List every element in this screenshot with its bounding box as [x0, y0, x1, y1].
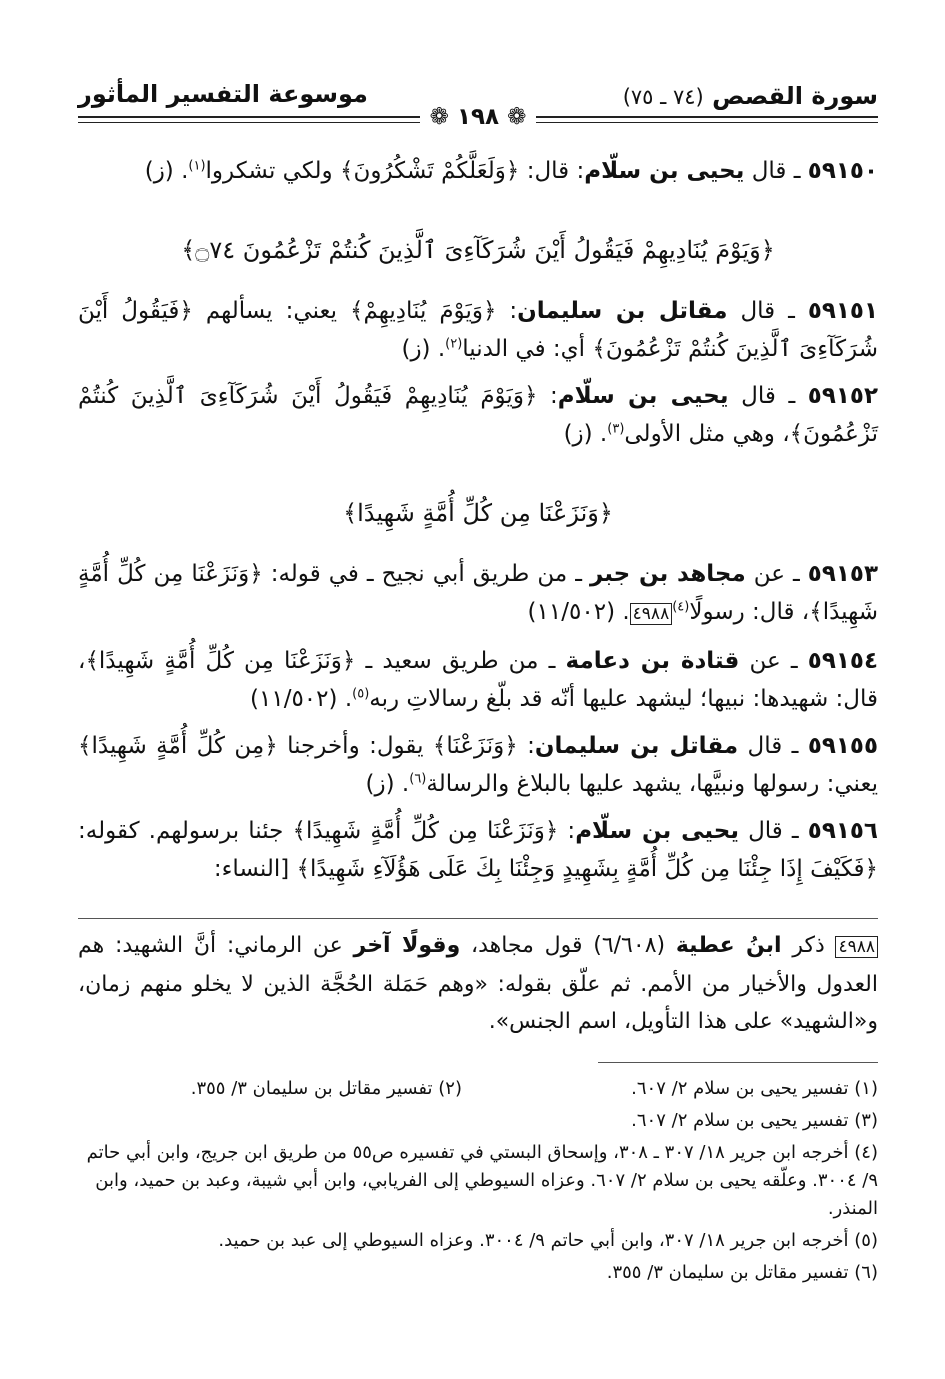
footnote-ref[interactable]: (٢): [445, 336, 463, 352]
entry-text: ، قال: شهيدها: نبيها؛ ليشهد عليها أنّه قد بلّغ رسالاتِ ربه: [78, 648, 878, 712]
entry-text: يقول: وأخرجنا: [277, 733, 433, 759]
commentary-separator: [78, 918, 878, 919]
entry-number: ٥٩١٥٣: [807, 561, 878, 587]
narrator-name: مجاهد بن جبر: [589, 561, 746, 587]
entry-text: يعني: رسولها ونبيَّها، يشهد عليها بالبلاغ والرسالة: [426, 771, 878, 797]
entry-number: ٥٩١٥٥: [807, 733, 879, 759]
quran-quote: ﴿وَنَزَعْنَا مِن كُلِّ أُمَّةٍ شَهِيدًا﴾: [78, 561, 878, 625]
note-bold: ابنُ عطية: [675, 933, 782, 958]
entry-text: يعني: يسألهم: [192, 298, 350, 324]
entry-text: أي: في الدنيا: [462, 336, 593, 362]
entry-59154: [78, 642, 878, 718]
footnote-6: (٦) تفسير مقاتل بن سليمان ٣/ ٣٥٥.: [606, 1262, 878, 1283]
entry-text: . (ز): [144, 158, 189, 184]
footnote-ref[interactable]: (٥): [352, 686, 370, 702]
entry-text: :: [496, 298, 518, 324]
footnote-row: [78, 1075, 878, 1107]
page-body: [78, 152, 878, 1291]
entry-text: . (١١/٥٠٢): [527, 599, 630, 625]
ayah-range: (٧٤ ـ ٧٥): [622, 85, 704, 109]
narrator-name: يحيى بن سلّام: [584, 158, 745, 184]
entry-59151: [78, 292, 878, 368]
narrator-name: قتادة بن دعامة: [565, 648, 740, 674]
entry-text: : قال:: [519, 158, 585, 184]
page-header: [78, 70, 878, 130]
entry-text: . (ز): [563, 421, 608, 447]
verse-heading-75: ﴿وَنَزَعْنَا مِن كُلِّ أُمَّةٍ شَهِيدًا﴾: [343, 499, 613, 527]
note-bold: وقولًا آخر: [353, 933, 461, 958]
narrator-name: يحيى بن سلّام: [557, 383, 729, 409]
narrator-name: يحيى بن سلّام: [575, 818, 739, 844]
entry-text: :: [537, 383, 558, 409]
entry-text: ـ من طريق سعيد ـ: [355, 648, 566, 674]
footnote-2: (٢) تفسير مقاتل بن سليمان ٣/ ٣٥٥.: [190, 1078, 462, 1099]
entry-number: ٥٩١٥١: [807, 298, 879, 324]
commentary-note-box: ٤٩٨٨: [835, 936, 878, 958]
page-number-value: ١٩٨: [456, 104, 500, 130]
entry-number: ٥٩١٥٤: [807, 648, 878, 674]
entry-text: ـ من طريق أبي نجيح ـ في قوله:: [262, 561, 590, 587]
page: [78, 70, 879, 1283]
entry-59155: [78, 727, 878, 803]
footnote-ref[interactable]: (٦): [409, 771, 427, 787]
quran-quote: ﴿وَنَزَعْنَا﴾: [432, 733, 518, 759]
surah-name: سورة القصص: [712, 82, 878, 110]
entry-text: ـ قال: [738, 733, 808, 759]
quran-quote: ﴿وَنَزَعْنَا مِن كُلِّ أُمَّةٍ شَهِيدًا﴾: [292, 818, 559, 844]
quran-quote: ﴿وَيَوْمَ يُنَادِيهِمْ﴾: [349, 298, 497, 324]
entry-59152: [78, 377, 878, 453]
footnote-1: (١) تفسير يحيى بن سلام ٢/ ٦٠٧.: [631, 1078, 878, 1099]
entry-text: ـ قال: [744, 158, 808, 184]
footnote-3: (٣) تفسير يحيى بن سلام ٢/ ٦٠٧.: [631, 1110, 878, 1131]
entry-text: ولكي تشكروا: [205, 158, 340, 184]
quran-quote: ﴿وَيَوْمَ يُنَادِيهِمْ فَيَقُولُ أَيْنَ شُرَكَآءِىَ ٱلَّذِينَ كُنتُمْ تَزْعُمُونَ﴾: [78, 383, 878, 447]
note-text: ذكر: [781, 933, 836, 958]
footnote-5: (٥) أخرجه ابن جرير ١٨/ ٣٠٧، وابن أبي حاتم ٩/ ٣٠٠٤. وعزاه السيوطي إلى عبد بن حميد.: [218, 1230, 878, 1251]
entry-text: . (ز): [365, 771, 410, 797]
entry-text: ـ عن: [745, 561, 808, 587]
commentary-note: [78, 927, 878, 1040]
entry-text: ، قال: رسولًا: [689, 599, 810, 625]
footnotes: [78, 1075, 878, 1287]
footnote-ref[interactable]: (٤): [672, 599, 690, 615]
book-title: موسوعة التفسير المأثور: [78, 80, 368, 108]
footnote-ref[interactable]: (٣): [607, 421, 625, 437]
entry-text: ـ قال: [728, 383, 808, 409]
footnote-4: (٤) أخرجه ابن جرير ١٨/ ٣٠٧ ـ ٣٠٨، وإسحاق البستي في تفسيره ص٥٥ من طريق ابن جريج، وابن أبي حاتم ٩/ ٣٠٠٤. وعلّقه يحيى بن سلام ٢/ ٦٠٧. وعزاه السيوطي إلى الفريابي، وابن أبي شيبة، وعبد بن حميد، وابن المنذر.: [86, 1142, 878, 1219]
entry-text: ـ عن: [739, 648, 808, 674]
narrator-name: مقاتل بن سليمان: [517, 298, 728, 324]
narrator-name: مقاتل بن سليمان: [534, 733, 739, 759]
quran-quote: ﴿فَكَيْفَ إِذَا جِئْنَا مِن كُلِّ أُمَّةٍ بِشَهِيدٍ وَجِئْنَا بِكَ عَلَى هَؤُلَآءِ شَهِيدًا﴾: [296, 856, 878, 882]
entry-text: ـ قال: [727, 298, 808, 324]
entry-text: جئنا برسولهم. كقوله:: [78, 818, 293, 844]
entry-59150: [78, 152, 878, 190]
entry-text: [النساء:: [213, 856, 297, 882]
entry-59153: [78, 555, 878, 633]
entry-text: :: [558, 818, 576, 844]
entry-number: ٥٩١٥٠: [807, 158, 878, 184]
quran-quote: ﴿وَلَعَلَّكُمْ تَشْكُرُونَ﴾: [339, 158, 520, 184]
note-text: عن الرماني: أنَّ الشهيد: هم العدول والأخيار من الأمم. ثم علّق بقوله: «وهم حَمَلة الحُجَّة الذين لا يخلو منهم زمان، و«الشهيد» على هذا التأويل، اسم الجنس».: [78, 933, 878, 1034]
footnote-ref[interactable]: (١): [188, 158, 206, 174]
quran-quote: ﴿مِن كُلِّ أُمَّةٍ شَهِيدًا﴾: [78, 733, 278, 759]
note-text: (٦/٦٠٨) قول مجاهد،: [460, 933, 676, 958]
commentary-ref-box[interactable]: ٤٩٨٨: [630, 603, 673, 625]
entry-number: ٥٩١٥٢: [807, 383, 878, 409]
quran-quote: ﴿فَيَقُولُ أَيْنَ شُرَكَآءِىَ ٱلَّذِينَ كُنتُمْ تَزْعُمُونَ﴾: [78, 298, 878, 362]
entry-text: . (١١/٥٠٢): [250, 686, 353, 712]
footnote-separator: [598, 1062, 878, 1063]
entry-text: ، وهي مثل الأولى: [624, 421, 790, 447]
verse-heading-74: ﴿وَيَوْمَ يُنَادِيهِمْ فَيَقُولُ أَيْنَ شُرَكَآءِىَ ٱلَّذِينَ كُنتُمْ تَزْعُمُونَ ۝٧٤﴾: [181, 236, 775, 264]
entry-59156: [78, 812, 878, 888]
entry-number: ٥٩١٥٦: [807, 818, 878, 844]
entry-text: :: [517, 733, 535, 759]
entry-text: . (ز): [401, 336, 446, 362]
page-number: ❁ ١٩٨ ❁: [78, 104, 878, 130]
quran-quote: ﴿وَنَزَعْنَا مِن كُلِّ أُمَّةٍ شَهِيدًا﴾: [85, 648, 356, 674]
entry-text: ـ قال: [738, 818, 808, 844]
